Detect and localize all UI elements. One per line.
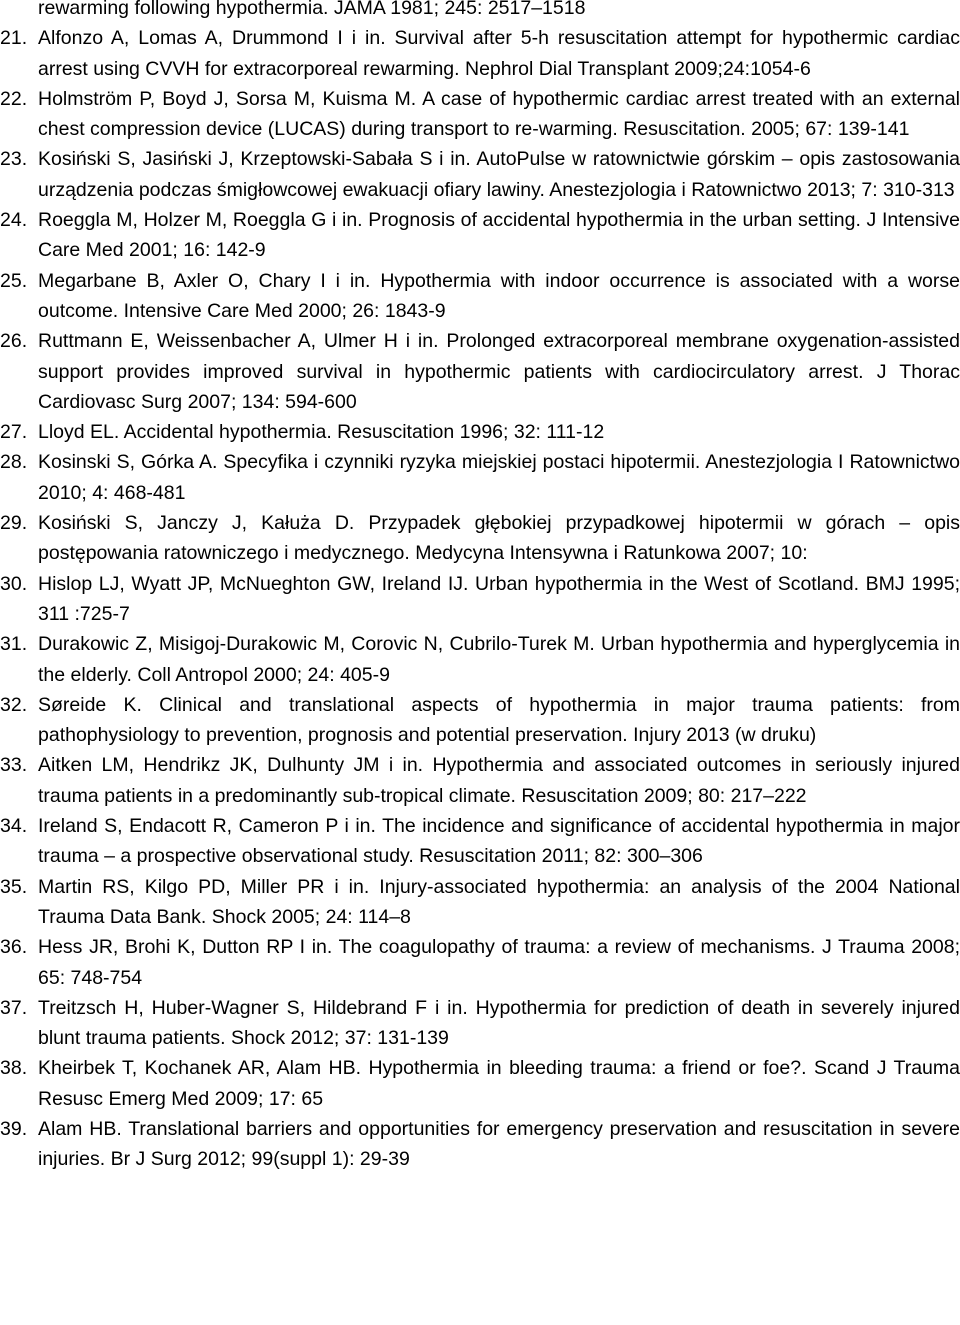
reference-text: Kosiński S, Jasiński J, Krzeptowski-Sabała S i in. AutoPulse w ratownictwie górskim – opis zastosowania urządzenia podczas śmigłowcowej ewakuacji ofiary lawiny. Anestezjologia i Ratownictwo 2013; 7: 310-313 — [38, 148, 960, 201]
reference-number: 37. — [0, 996, 28, 1019]
reference-item — [0, 993, 960, 1054]
reference-item — [0, 144, 960, 205]
reference-number: 24. — [0, 209, 28, 232]
reference-text: Roeggla M, Holzer M, Roeggla G i in. Prognosis of accidental hypothermia in the urban setting. J Intensive Care Med 2001; 16: 142-9 — [38, 209, 960, 262]
reference-item — [0, 690, 960, 751]
reference-number: 30. — [0, 572, 28, 595]
reference-item — [0, 266, 960, 327]
reference-item — [0, 811, 960, 872]
reference-item — [0, 23, 960, 84]
reference-text: Hislop LJ, Wyatt JP, McNueghton GW, Ireland IJ. Urban hypothermia in the West of Scotland. BMJ 1995; 311 :725-7 — [38, 572, 960, 625]
reference-item — [0, 508, 960, 569]
reference-text: Treitzsch H, Huber-Wagner S, Hildebrand F i in. Hypothermia for prediction of death in severely injured blunt trauma patients. Shock 2012; 37: 131-139 — [38, 996, 960, 1050]
reference-text: Kheirbek T, Kochanek AR, Alam HB. Hypothermia in bleeding trauma: a friend or foe?. Scand J Trauma Resusc Emerg Med 2009; 17: 65 — [38, 1057, 960, 1110]
reference-item — [0, 1114, 960, 1175]
reference-text: Kosiński S, Janczy J, Kałuża D. Przypadek głębokiej przypadkowej hipotermii w górach – opis postępowania ratowniczego i medycznego. Medycyna Intensywna i Ratunkowa 2007; 10: — [38, 512, 960, 565]
reference-item — [0, 447, 960, 508]
reference-number: 34. — [0, 815, 28, 838]
reference-number: 26. — [0, 330, 28, 353]
reference-item — [0, 326, 960, 417]
reference-number: 39. — [0, 1117, 28, 1140]
reference-number: 27. — [0, 421, 28, 444]
reference-text: Alfonzo A, Lomas A, Drummond I i in. Survival after 5-h resuscitation attempt for hypothermic cardiac arrest using CVVH for extracorporeal rewarming. Nephrol Dial Transplant 2009;24:1054-6 — [38, 27, 960, 80]
reference-text: Kosinski S, Górka A. Specyfika i czynniki ryzyka miejskiej postaci hipotermii. Anestezjologia I Ratownictwo 2010; 4: 468-481 — [38, 451, 960, 504]
reference-text: rewarming following hypothermia. JAMA 1981; 245: 2517–1518 — [38, 0, 586, 19]
reference-number: 22. — [0, 87, 28, 110]
reference-number: 21. — [0, 27, 28, 50]
reference-number: 33. — [0, 754, 28, 777]
reference-text: Aitken LM, Hendrikz JK, Dulhunty JM i in. Hypothermia and associated outcomes in seriously injured trauma patients in a predominantly sub-tropical climate. Resuscitation 2009; 80: 217–222 — [38, 754, 960, 807]
reference-number: 28. — [0, 451, 28, 474]
reference-text: Hess JR, Brohi K, Dutton RP I in. The coagulopathy of trauma: a review of mechanisms. J Trauma 2008; 65: 748-754 — [38, 936, 960, 989]
reference-text: Megarbane B, Axler O, Chary I i in. Hypothermia with indoor occurrence is associated with a worse outcome. Intensive Care Med 2000; 26: 1843-9 — [38, 269, 960, 322]
reference-number: 36. — [0, 936, 28, 959]
reference-item — [0, 417, 960, 447]
reference-text: Lloyd EL. Accidental hypothermia. Resuscitation 1996; 32: 111-12 — [38, 421, 605, 444]
reference-text: Holmström P, Boyd J, Sorsa M, Kuisma M. A case of hypothermic cardiac arrest treated with an external chest compression device (LUCAS) during transport to re-warming. Resuscitation. 2005; 67: 139-141 — [38, 87, 960, 141]
reference-number: 25. — [0, 269, 28, 292]
reference-number: 35. — [0, 875, 28, 898]
reference-number: 29. — [0, 512, 28, 535]
reference-item — [0, 84, 960, 145]
reference-number: 23. — [0, 148, 28, 171]
reference-item — [0, 205, 960, 266]
reference-item — [0, 932, 960, 993]
reference-item — [0, 0, 960, 23]
reference-item — [0, 1053, 960, 1114]
reference-item — [0, 750, 960, 811]
reference-number: 32. — [0, 693, 28, 716]
reference-text: Søreide K. Clinical and translational aspects of hypothermia in major trauma patients: from pathophysiology to prevention, prognosis and potential preservation. Injury 2013 (w druku) — [38, 693, 960, 747]
reference-item — [0, 569, 960, 630]
reference-number: 31. — [0, 633, 28, 656]
reference-item — [0, 629, 960, 690]
reference-text: Durakowic Z, Misigoj-Durakowic M, Corovic N, Cubrilo-Turek M. Urban hypothermia and hyperglycemia in the elderly. Coll Antropol 2000; 24: 405-9 — [38, 633, 960, 686]
reference-text: Alam HB. Translational barriers and opportunities for emergency preservation and resuscitation in severe injuries. Br J Surg 2012; 99(suppl 1): 29-39 — [38, 1117, 960, 1171]
reference-item — [0, 872, 960, 933]
reference-text: Ireland S, Endacott R, Cameron P i in. The incidence and significance of accidental hypothermia in major trauma – a prospective observational study. Resuscitation 2011; 82: 300–306 — [38, 815, 960, 868]
reference-number: 38. — [0, 1057, 28, 1080]
reference-text: Ruttmann E, Weissenbacher A, Ulmer H i in. Prolonged extracorporeal membrane oxygenation-assisted support provides improved survival in hypothermic patients with cardiocirculatory arrest. J Thorac Cardiovasc Surg 2007; 134: 594-600 — [38, 330, 960, 413]
reference-text: Martin RS, Kilgo PD, Miller PR i in. Injury-associated hypothermia: an analysis of the 2004 National Trauma Data Bank. Shock 2005; 24: 114–8 — [38, 875, 960, 928]
